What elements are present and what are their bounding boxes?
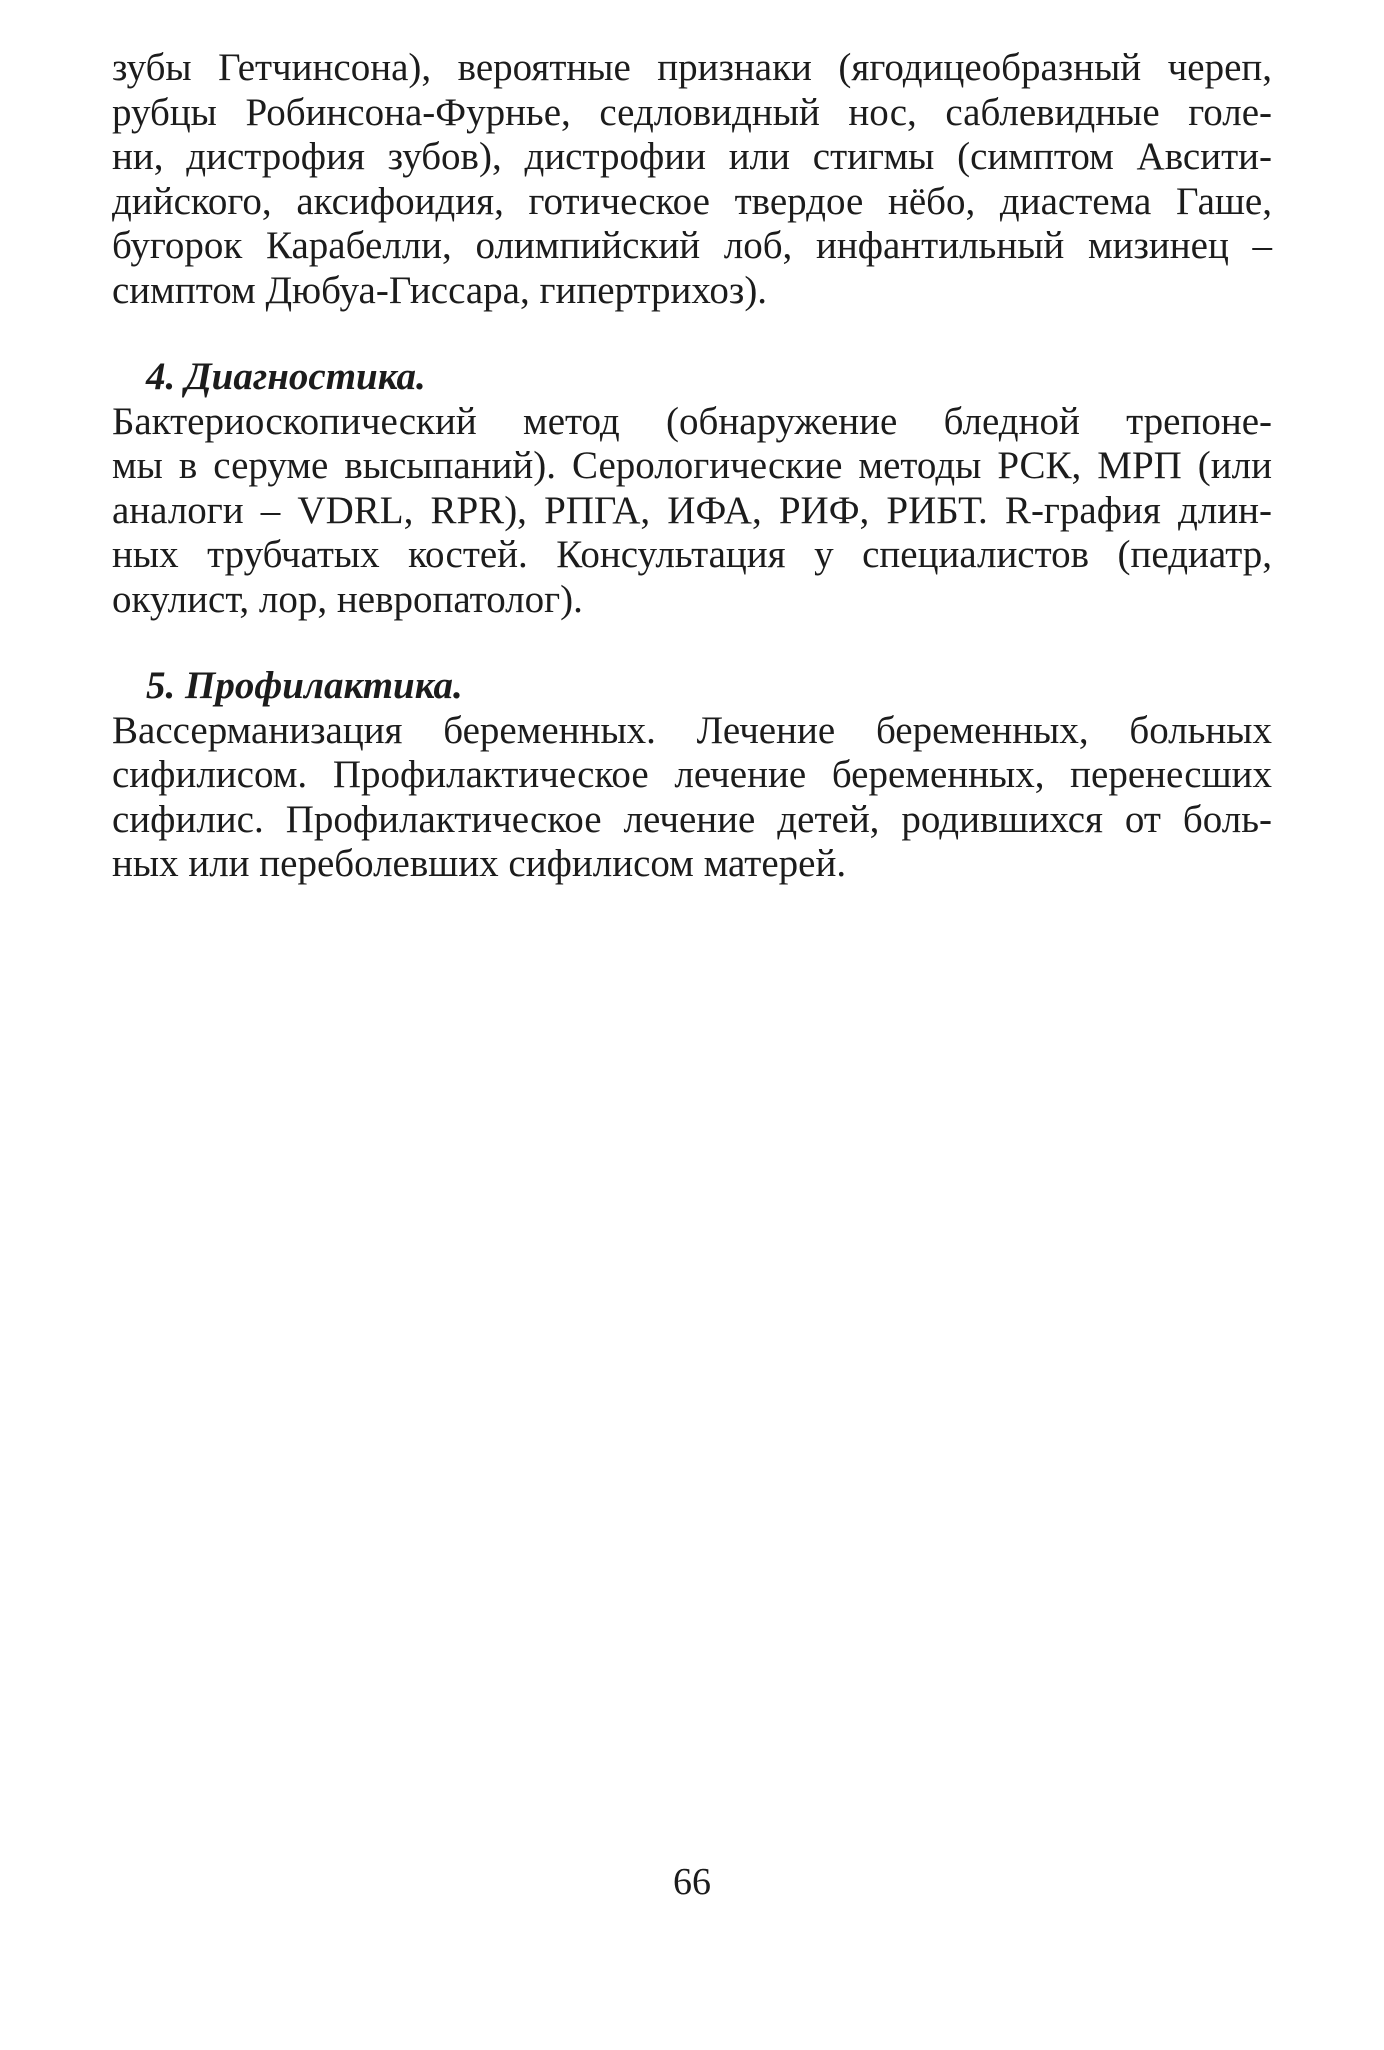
section-heading: 4. Диагностика. — [146, 355, 426, 398]
text-line: ных или переболевших сифилисом матерей. — [112, 842, 847, 885]
section-heading: 5. Профилактика. — [146, 664, 463, 707]
text-line: мы в серуме высыпаний). Серологические методы РСК, МРП (или — [112, 444, 1272, 487]
text-line: ни, дистрофия зубов), дистрофии или стигмы (симптом Авсити- — [112, 135, 1272, 178]
text-line: аналоги – VDRL, RPR), РПГА, ИФА, РИФ, РИБТ. R-графия длин- — [112, 488, 1272, 532]
page-number: 66 — [673, 1861, 711, 1903]
text-line: сифилис. Профилактическое лечение детей, родившихся от боль- — [112, 797, 1272, 841]
diagnostics-paragraph — [112, 400, 1272, 623]
prevention-paragraph — [112, 709, 1272, 887]
page-body — [112, 46, 1272, 887]
text-line: Вассерманизация беременных. Лечение беременных, больных — [112, 708, 1272, 752]
text-line: Бактериоскопический метод (обнаружение бледной трепоне- — [112, 399, 1272, 443]
intro-paragraph — [112, 46, 1272, 313]
text-line: сифилисом. Профилактическое лечение беременных, перенесших — [112, 753, 1272, 796]
text-line: окулист, лор, невропатолог). — [112, 577, 583, 621]
text-line: рубцы Робинсона-Фурнье, седловидный нос, саблевидные голе- — [112, 90, 1272, 134]
text-line: дийского, аксифоидия, готическое твердое нёбо, диастема Гаше, — [112, 179, 1272, 223]
text-line: ных трубчатых костей. Консультация у специалистов (педиатр, — [112, 533, 1272, 576]
text-line: бугорок Карабелли, олимпийский лоб, инфантильный мизинец – — [112, 224, 1272, 267]
section-prevention — [112, 664, 1272, 887]
section-diagnostics — [112, 355, 1272, 622]
text-line: зубы Гетчинсона), вероятные признаки (ягодицеобразный череп, — [112, 46, 1272, 89]
text-line: симптом Дюбуа-Гиссара, гипертрихоз). — [112, 268, 768, 312]
